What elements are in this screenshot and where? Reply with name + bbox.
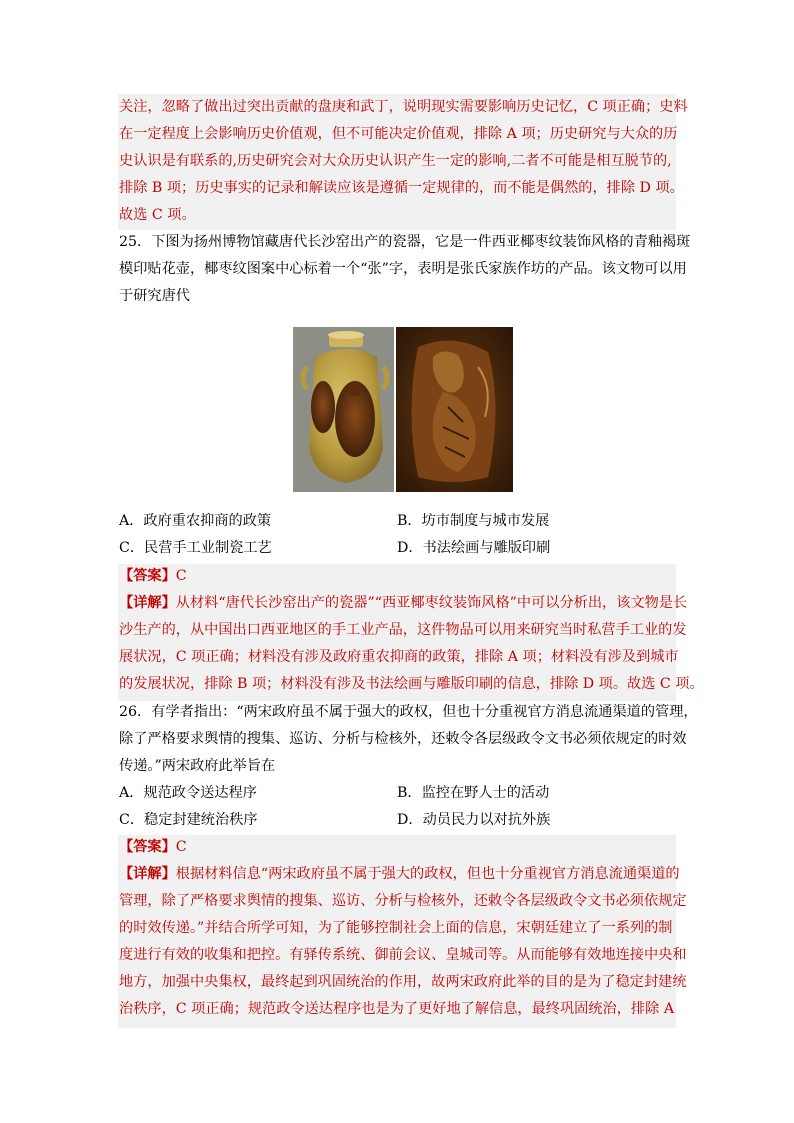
detail-text: 从材料“唐代长沙窑出产的瓷器”“西亚椰枣纹装饰风格”中可以分析出，该文物是长 <box>175 595 688 611</box>
q25-stem: 于研究唐代 <box>119 288 190 304</box>
q25-stem: 25．下图为扬州博物馆藏唐代长沙窑出产的瓷器，它是一件西亚椰枣纹装饰风格的青釉褐斑 <box>119 234 691 250</box>
q26-option-d[interactable]: D．动员民力以对抗外族 <box>397 812 551 828</box>
detail-tag: 【详解】 <box>119 595 176 611</box>
q25-detail-line: 沙生产的，从中国出口西亚地区的手工业产品，这件物品可以用来研究当时私营手工业的发 <box>119 622 687 638</box>
q26-detail-line: 度进行有效的收集和把控。有驿传系统、御前会议、皇城司等。从而能够有效地连接中央和 <box>119 947 687 963</box>
q26-stem: 传递。”两宋政府此举旨在 <box>119 758 276 774</box>
q25-detail-line <box>119 594 687 612</box>
q26-detail-line: 管理，除了严格要求舆情的搜集、巡访、分析与检核外，还敕令各层级政令文书必须依规定 <box>119 893 687 909</box>
q26-detail-line: 治秩序，C 项正确；规范政令送达程序也是为了更好地了解信息，最终巩固统治，排除 A <box>119 1001 675 1017</box>
q25-stem: 模印贴花壶，椰枣纹图案中心标着一个“张”字，表明是张氏家族作坊的产品。该文物可以用 <box>119 261 687 277</box>
explanation-line: 在一定程度上会影响历史价值观，但不可能决定价值观，排除 A 项；历史研究与大众的历 <box>119 126 678 142</box>
q26-detail-line: 地方，加强中央集权，最终起到巩固统治的作用，故两宋政府此举的目的是为了稳定封建统 <box>119 974 687 990</box>
q26-detail-line <box>119 865 680 883</box>
q25-option-d[interactable]: D．书法绘画与雕版印刷 <box>397 540 551 556</box>
explanation-line: 排除 B 项；历史事实的记录和解读应该是遵循一定规律的，而不能是偶然的，排除 D 项。 <box>119 180 684 196</box>
q25-option-a[interactable]: A．政府重农抑商的政策 <box>119 513 272 529</box>
q26-option-b[interactable]: B．监控在野人士的活动 <box>397 785 550 801</box>
q26-answer-line <box>119 838 187 856</box>
q26-option-a[interactable]: A．规范政令送达程序 <box>119 785 257 801</box>
explanation-line: 史认识是有联系的,历史研究会对大众历史认识产生一定的影响,二者不可能是相互脱节的, <box>119 153 672 169</box>
q25-detail-line: 的发展状况，排除 B 项；材料没有涉及书法绘画与雕版印刷的信息，排除 D 项。故选 C 项。 <box>119 676 704 692</box>
answer-tag: 【答案】 <box>119 568 176 584</box>
answer-value: C <box>175 839 187 855</box>
vessel-photos <box>293 327 513 492</box>
detail-text: 根据材料信息“两宋政府虽不属于强大的政权，但也十分重视官方消息流通渠道的 <box>175 866 680 882</box>
answer-tag: 【答案】 <box>119 839 176 855</box>
q26-option-c[interactable]: C．稳定封建统治秩序 <box>119 812 258 828</box>
answer-value: C <box>175 568 187 584</box>
explanation-line: 故选 C 项。 <box>119 207 196 223</box>
q25-option-b[interactable]: B．坊市制度与城市发展 <box>397 513 550 529</box>
q26-stem: 26．有学者指出：“两宋政府虽不属于强大的政权，但也十分重视官方消息流通渠道的管理， <box>119 704 698 720</box>
explanation-line: 关注，忽略了做出过突出贡献的盘庚和武丁，说明现实需要影响历史记忆，C 项正确；史料 <box>119 99 688 115</box>
q26-detail-line: 的时效传递。”并结合所学可知，为了能够控制社会上面的信息，宋朝廷建立了一系列的制 <box>119 920 673 936</box>
q26-stem: 除了严格要求舆情的搜集、巡访、分析与检核外，还敕令各层级政令文书必须依规定的时效 <box>119 731 687 747</box>
ceramic-vessel-figure <box>293 327 513 492</box>
q25-option-c[interactable]: C．民营手工业制瓷工艺 <box>119 540 272 556</box>
detail-tag: 【详解】 <box>119 866 176 882</box>
date-palm-closeup <box>412 341 496 482</box>
q25-detail-line: 展状况，C 项正确；材料没有涉及政府重农抑商的政策，排除 A 项；材料没有涉及到城市 <box>119 649 679 665</box>
q25-answer-line <box>119 567 187 585</box>
